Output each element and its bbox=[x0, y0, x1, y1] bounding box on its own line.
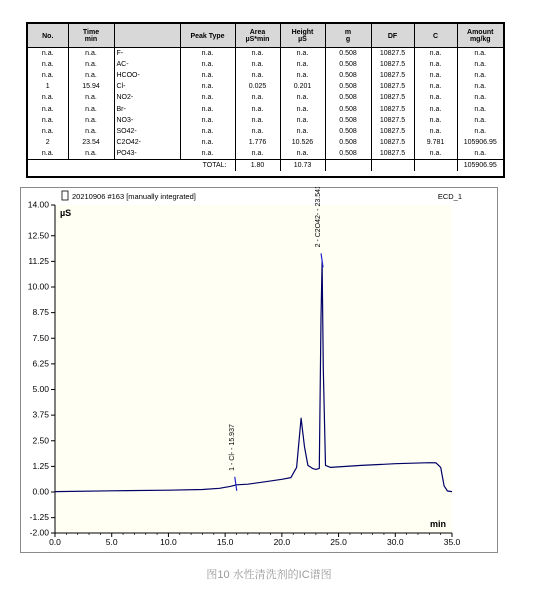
table-cell: 10827.5 bbox=[371, 48, 414, 60]
table-cell: n.a. bbox=[474, 127, 487, 135]
table-cell: 10827.5 bbox=[371, 115, 414, 126]
table-cell: n.a. bbox=[235, 126, 280, 137]
table-cell: n.a. bbox=[180, 148, 235, 160]
table-cell: n.a. bbox=[414, 115, 457, 126]
table-cell: 10827.5 bbox=[371, 92, 414, 103]
chromatogram-panel bbox=[20, 187, 498, 553]
table-cell: n.a. bbox=[235, 103, 280, 114]
y-tick-label: -1.25 bbox=[29, 512, 49, 523]
table-cell: n.a. bbox=[68, 148, 114, 160]
total-area: 1.80 bbox=[235, 159, 280, 171]
total-amount: 105906.95 bbox=[457, 159, 503, 171]
table-cell: 0.201 bbox=[280, 81, 325, 92]
table-cell: n.a. bbox=[280, 103, 325, 114]
figure-caption: 图10 水性清洗剂的IC谱图 bbox=[206, 569, 332, 581]
table-cell: n.a. bbox=[180, 59, 235, 70]
table-cell: 10827.5 bbox=[371, 103, 414, 114]
column-header bbox=[280, 24, 325, 48]
table-cell: 0.025 bbox=[235, 81, 280, 92]
table-row bbox=[28, 59, 503, 70]
table-row bbox=[28, 115, 503, 126]
table-cell: n.a. bbox=[474, 72, 487, 80]
y-tick-label: -2.00 bbox=[29, 527, 49, 538]
table-cell: n.a. bbox=[280, 59, 325, 70]
table-cell: 0.508 bbox=[325, 81, 371, 92]
table-row bbox=[28, 148, 503, 160]
table-cell: n.a. bbox=[180, 137, 235, 148]
table-cell: F- bbox=[114, 48, 180, 60]
table-cell: 9.781 bbox=[414, 137, 457, 148]
table-cell: n.a. bbox=[28, 92, 68, 103]
table-cell: n.a. bbox=[68, 92, 114, 103]
chart-header-right: ECD_1 bbox=[437, 192, 462, 201]
y-tick-label: 1.25 bbox=[32, 460, 49, 471]
x-axis-label: min bbox=[429, 519, 446, 529]
x-tick-label: 20.0 bbox=[273, 537, 291, 547]
table-cell: n.a. bbox=[68, 103, 114, 114]
table-cell: n.a. bbox=[474, 116, 487, 124]
results-table bbox=[26, 22, 505, 178]
chromatogram-chart bbox=[20, 187, 498, 553]
y-tick-label: 6.25 bbox=[32, 358, 49, 369]
table-row bbox=[28, 70, 503, 81]
table-cell: n.a. bbox=[180, 92, 235, 103]
y-tick-label: 0.00 bbox=[32, 486, 49, 497]
column-header-unit: µS*min bbox=[245, 36, 270, 43]
table-cell: 10827.5 bbox=[371, 137, 414, 148]
column-header bbox=[68, 24, 114, 48]
column-header bbox=[457, 24, 503, 48]
peak-label: 1 - Cl- - 15.937 bbox=[228, 424, 236, 471]
table-cell: 0.508 bbox=[325, 70, 371, 81]
table-cell: n.a. bbox=[414, 81, 457, 92]
table-cell: Cl- bbox=[114, 81, 180, 92]
table-cell bbox=[371, 159, 414, 171]
column-header-unit: g bbox=[345, 36, 351, 43]
table-cell: n.a. bbox=[474, 61, 487, 69]
table-cell: NO2- bbox=[114, 92, 180, 103]
table-cell: n.a. bbox=[280, 92, 325, 103]
table-cell: 0.508 bbox=[325, 126, 371, 137]
table-cell: 10827.5 bbox=[371, 70, 414, 81]
x-tick-label: 5.0 bbox=[105, 537, 118, 547]
y-tick-label: 2.50 bbox=[32, 435, 49, 446]
table-cell: 10827.5 bbox=[371, 81, 414, 92]
table-cell: n.a. bbox=[180, 126, 235, 137]
table-cell: 105906.95 bbox=[463, 138, 497, 146]
table-cell: n.a. bbox=[280, 148, 325, 160]
table-cell: n.a. bbox=[68, 48, 114, 60]
table-cell: 0.508 bbox=[325, 92, 371, 103]
column-header-label: Amount bbox=[467, 29, 494, 36]
y-tick-label: 11.25 bbox=[28, 255, 49, 266]
table-cell: 0.508 bbox=[325, 115, 371, 126]
peak-label: 2 - C2O42- - 23.541 bbox=[315, 187, 323, 248]
table-body bbox=[28, 48, 503, 172]
table-cell: 15.94 bbox=[68, 81, 114, 92]
table-cell: n.a. bbox=[474, 50, 487, 58]
table-cell: n.a. bbox=[414, 48, 457, 60]
table-cell: C2O42- bbox=[114, 137, 180, 148]
table-cell: 0.508 bbox=[325, 59, 371, 70]
total-height: 10.73 bbox=[280, 159, 325, 171]
table-cell: n.a. bbox=[68, 126, 114, 137]
table-cell: n.a. bbox=[235, 115, 280, 126]
column-header-label: m bbox=[344, 29, 352, 36]
table-cell bbox=[325, 159, 371, 171]
column-header-label: Time bbox=[82, 29, 100, 36]
column-header bbox=[371, 24, 414, 48]
table-cell: n.a. bbox=[280, 115, 325, 126]
table-cell: n.a. bbox=[180, 115, 235, 126]
table-row bbox=[28, 48, 503, 60]
table-cell: n.a. bbox=[414, 103, 457, 114]
column-header-unit: mg/kg bbox=[469, 36, 491, 43]
table-cell: n.a. bbox=[414, 59, 457, 70]
y-tick-label: 8.75 bbox=[32, 307, 49, 318]
table-cell: n.a. bbox=[28, 148, 68, 160]
table-cell: n.a. bbox=[28, 103, 68, 114]
chart-header-left: 20210906 #163 [manually integrated] bbox=[72, 192, 196, 201]
column-header bbox=[28, 24, 68, 48]
table-cell: 0.508 bbox=[325, 48, 371, 60]
column-header bbox=[114, 24, 180, 48]
table-cell: HCOO- bbox=[114, 70, 180, 81]
table-cell: n.a. bbox=[28, 59, 68, 70]
table-cell: n.a. bbox=[28, 126, 68, 137]
table-cell: n.a. bbox=[474, 149, 487, 157]
table-cell: n.a. bbox=[235, 70, 280, 81]
table-cell: n.a. bbox=[474, 94, 487, 102]
y-tick-label: 14.00 bbox=[27, 199, 49, 210]
table-cell: n.a. bbox=[68, 70, 114, 81]
table-cell: n.a. bbox=[414, 70, 457, 81]
total-label: TOTAL: bbox=[28, 159, 235, 171]
x-tick-label: 30.0 bbox=[387, 537, 404, 547]
table-cell: 1.776 bbox=[235, 137, 280, 148]
table-cell: 1 bbox=[28, 81, 68, 92]
table-cell: 10827.5 bbox=[371, 148, 414, 160]
table-cell: Br- bbox=[114, 103, 180, 114]
table-cell: n.a. bbox=[68, 59, 114, 70]
y-axis-label: µS bbox=[60, 208, 72, 218]
column-header-unit: min bbox=[84, 36, 98, 43]
table-header-row bbox=[28, 24, 503, 48]
y-tick-label: 5.00 bbox=[32, 384, 49, 394]
table-cell: 10827.5 bbox=[371, 59, 414, 70]
x-tick-label: 35.0 bbox=[443, 537, 461, 547]
table-cell: 0.508 bbox=[325, 137, 371, 148]
y-tick-label: 12.50 bbox=[27, 230, 49, 241]
column-header-label: Area bbox=[249, 29, 266, 36]
table-cell: n.a. bbox=[28, 115, 68, 126]
table-cell: n.a. bbox=[474, 105, 487, 113]
table-cell: n.a. bbox=[414, 126, 457, 137]
table-cell: AC- bbox=[114, 59, 180, 70]
x-tick-label: 0.0 bbox=[49, 537, 61, 547]
column-header bbox=[414, 24, 457, 48]
table-cell: n.a. bbox=[180, 103, 235, 114]
table-cell: n.a. bbox=[474, 83, 487, 91]
table-row bbox=[28, 92, 503, 103]
table-cell: n.a. bbox=[235, 92, 280, 103]
column-header bbox=[325, 24, 371, 48]
column-header-label: Height bbox=[291, 29, 314, 36]
table-cell: n.a. bbox=[235, 59, 280, 70]
x-tick-label: 25.0 bbox=[330, 537, 347, 547]
column-header bbox=[180, 24, 235, 48]
table-cell: n.a. bbox=[28, 70, 68, 81]
table-cell: n.a. bbox=[280, 70, 325, 81]
table-cell: n.a. bbox=[235, 148, 280, 160]
table-cell bbox=[414, 159, 457, 171]
column-header bbox=[235, 24, 280, 48]
table-cell: NO3- bbox=[114, 115, 180, 126]
column-header-unit: µS bbox=[298, 36, 307, 43]
table-row bbox=[28, 126, 503, 137]
y-tick-label: 7.50 bbox=[32, 332, 49, 343]
y-tick-label: 3.75 bbox=[32, 409, 49, 420]
table-cell: 10.526 bbox=[280, 137, 325, 148]
column-header-label: DF bbox=[387, 32, 398, 40]
results-data-table bbox=[28, 24, 503, 171]
x-tick-label: 15.0 bbox=[216, 537, 234, 547]
total-row bbox=[28, 159, 503, 171]
table-cell: SO42- bbox=[114, 126, 180, 137]
table-cell: n.a. bbox=[28, 48, 68, 60]
table-cell: n.a. bbox=[414, 92, 457, 103]
table-cell: n.a. bbox=[180, 81, 235, 92]
table-row bbox=[28, 137, 503, 148]
table-cell: 10827.5 bbox=[371, 126, 414, 137]
table-cell: n.a. bbox=[414, 148, 457, 160]
table-cell: n.a. bbox=[180, 48, 235, 60]
column-header-label: No. bbox=[42, 32, 54, 40]
table-cell: n.a. bbox=[235, 48, 280, 60]
y-tick-label: 10.00 bbox=[27, 281, 49, 292]
table-cell: 0.508 bbox=[325, 103, 371, 114]
x-tick-label: 10.0 bbox=[160, 537, 177, 547]
table-cell: 23.54 bbox=[68, 137, 114, 148]
column-header-label: C bbox=[432, 32, 439, 40]
table-cell: 0.508 bbox=[325, 148, 371, 160]
table-row bbox=[28, 103, 503, 114]
table-cell: n.a. bbox=[280, 48, 325, 60]
table-cell: n.a. bbox=[280, 126, 325, 137]
table-cell: PO43- bbox=[114, 148, 180, 160]
column-header-label: Peak Type bbox=[190, 32, 225, 40]
table-cell: n.a. bbox=[180, 70, 235, 81]
table-row bbox=[28, 81, 503, 92]
table-cell: n.a. bbox=[68, 115, 114, 126]
table-cell: 2 bbox=[28, 137, 68, 148]
